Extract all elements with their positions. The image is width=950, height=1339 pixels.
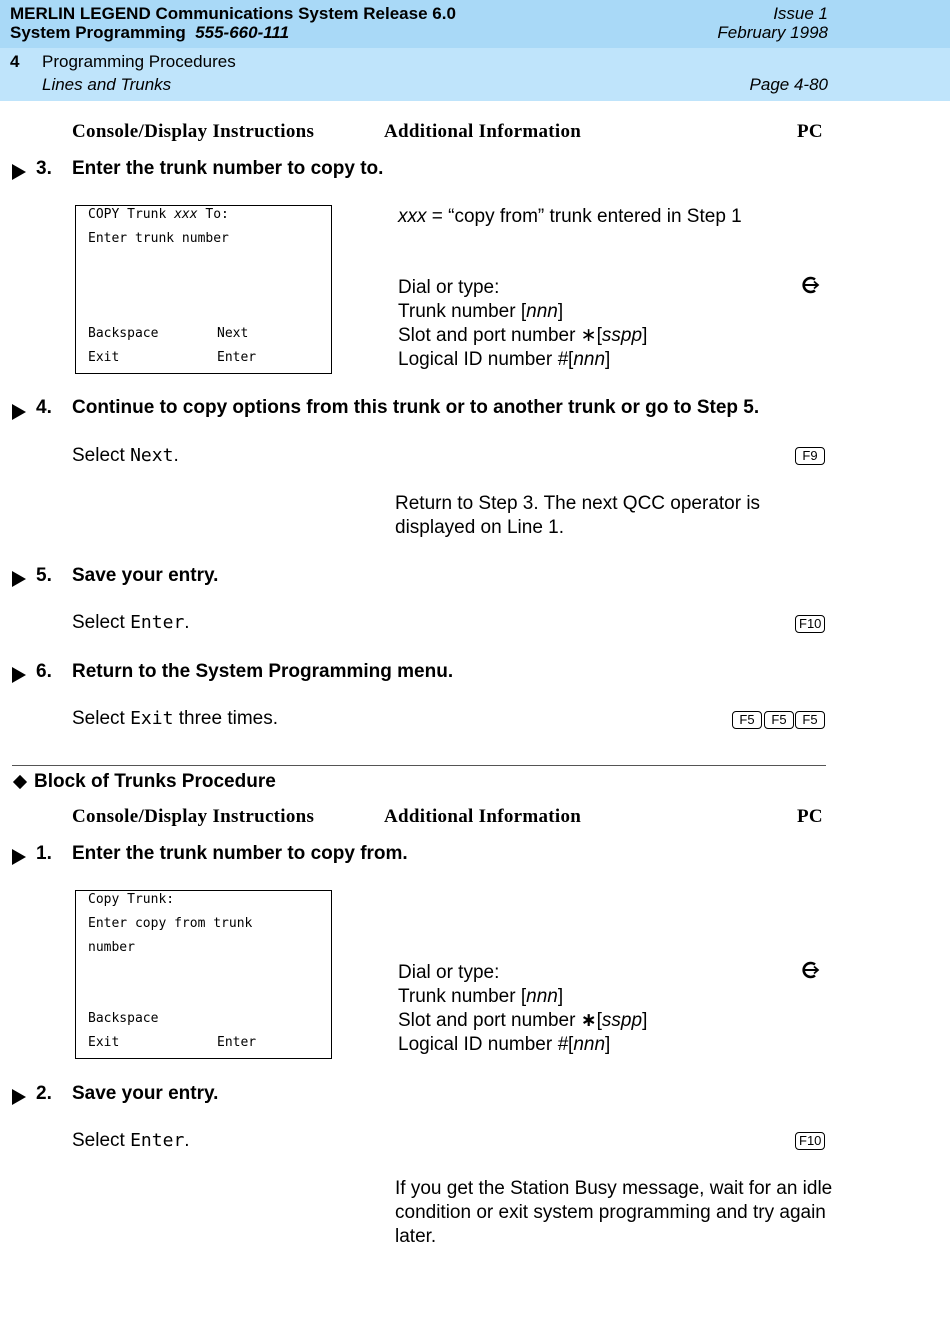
dial2-text: Slot and port number <box>398 325 581 346</box>
block-step2-select-b: . <box>184 1130 190 1151</box>
key-f5-icon: F5 <box>764 711 794 729</box>
screen-line2: Enter trunk number <box>88 231 229 246</box>
col-pc: PC <box>797 121 823 142</box>
doc-subtitle <box>10 23 289 43</box>
step6-text: Return to the System Programming menu. <box>72 661 454 682</box>
step3-info-text: = “copy from” trunk entered in Step 1 <box>426 206 742 227</box>
step3-dial-title: Dial or type: <box>398 277 500 298</box>
col-additional-info: Additional Information <box>384 806 582 827</box>
key-f10-icon: F10 <box>795 1132 825 1150</box>
chapter-number: 4 <box>10 52 20 71</box>
block-dial-slot <box>398 1009 647 1033</box>
block-step1-text: Enter the trunk number to copy from. <box>72 843 408 864</box>
screen-line1-text-a: COPY Trunk <box>88 207 175 222</box>
screen-exit: Exit <box>88 350 120 365</box>
dial3-text: Logical ID number <box>398 1034 558 1055</box>
step-arrow-icon <box>12 667 26 683</box>
step6-number: 6. <box>36 661 52 682</box>
step3-text: Enter the trunk number to copy to. <box>72 158 384 179</box>
step3-info-var: xxx <box>398 206 427 227</box>
step4-text: Continue to copy options from this trunk or to another trunk or go to Step 5. <box>72 397 760 418</box>
screen-line1 <box>88 207 229 222</box>
dial1-var: nnn <box>526 301 558 322</box>
step4-select-next: Next <box>130 445 174 466</box>
screen-line2: Enter copy from trunk <box>88 916 253 931</box>
block-dial-trunk <box>398 985 563 1009</box>
screen-line3: number <box>88 940 135 955</box>
col-additional-info: Additional Information <box>384 121 582 142</box>
block-procedure-title: Block of Trunks Procedure <box>34 771 276 792</box>
col-console-display: Console/Display Instructions <box>72 806 315 827</box>
key-f10-icon: F10 <box>795 615 825 633</box>
dial3-sym: # <box>557 1034 569 1055</box>
dial1-text: Trunk number [ <box>398 986 527 1007</box>
dial2-var: sspp <box>601 1010 643 1031</box>
dial3-open: [ <box>568 1034 574 1055</box>
step6-select-a: Select <box>72 708 131 729</box>
block-step2-text: Save your entry. <box>72 1083 219 1104</box>
step5-number: 5. <box>36 565 52 586</box>
screen-backspace: Backspace <box>88 326 159 341</box>
screen-enter: Enter <box>217 1035 257 1050</box>
key-f5-icon: F5 <box>795 711 825 729</box>
diamond-bullet-icon <box>13 775 27 789</box>
doc-title: MERLIN LEGEND Communications System Release 6.0 <box>10 4 456 23</box>
col-console-display: Console/Display Instructions <box>72 121 315 142</box>
dial2-open: [ <box>596 1010 602 1031</box>
col-pc: PC <box>797 806 823 827</box>
dial2-sym: ∗ <box>580 325 597 346</box>
step-arrow-icon <box>12 404 26 420</box>
step4-select-a: Select <box>72 445 131 466</box>
block-step2-number: 2. <box>36 1083 52 1104</box>
step5-select <box>72 611 190 635</box>
step3-number: 3. <box>36 158 52 179</box>
step-arrow-icon <box>12 849 26 865</box>
step4-select-b: . <box>173 445 179 466</box>
dial-pad-icon <box>798 960 820 980</box>
page-number: Page 4-80 <box>749 75 828 94</box>
block-dial-title: Dial or type: <box>398 962 500 983</box>
step-arrow-icon <box>12 164 26 180</box>
step-arrow-icon <box>12 571 26 587</box>
issue-date: February 1998 <box>717 23 828 42</box>
dial2-close: ] <box>642 1010 648 1031</box>
step3-dial-slot <box>398 324 647 348</box>
dial2-sym: ∗ <box>580 1010 597 1031</box>
display-screen-block-step1 <box>75 890 332 1059</box>
dial1-close: ] <box>557 301 564 322</box>
issue: Issue 1 <box>773 4 828 23</box>
dial2-var: sspp <box>601 325 643 346</box>
dial2-text: Slot and port number <box>398 1010 581 1031</box>
dial1-text: Trunk number [ <box>398 301 527 322</box>
block-step2-select <box>72 1129 190 1153</box>
step3-dial-trunk <box>398 300 563 324</box>
dial1-close: ] <box>557 986 564 1007</box>
step6-select-exit: Exit <box>130 708 174 729</box>
dial2-close: ] <box>642 325 648 346</box>
key-f5-icon: F5 <box>732 711 762 729</box>
screen-line1-var: xxx <box>174 207 198 222</box>
block-dial-logical <box>398 1033 610 1057</box>
key-f9-icon: F9 <box>795 447 825 465</box>
step5-select-enter: Enter <box>130 612 185 633</box>
subtitle-code: 555-660-111 <box>195 23 290 42</box>
dial3-close: ] <box>605 349 611 370</box>
section-title: Lines and Trunks <box>42 75 172 94</box>
step3-dial-logical <box>398 348 610 372</box>
dial2-open: [ <box>596 325 602 346</box>
block-step2-select-enter: Enter <box>130 1130 185 1151</box>
screen-exit: Exit <box>88 1035 120 1050</box>
step3-info <box>398 205 742 229</box>
dial3-close: ] <box>605 1034 611 1055</box>
dial-pad-icon <box>798 275 820 295</box>
dial1-var: nnn <box>526 986 558 1007</box>
chapter-title: Programming Procedures <box>42 52 236 71</box>
section-divider <box>12 765 826 766</box>
screen-line1: Copy Trunk: <box>88 892 175 907</box>
dial3-open: [ <box>568 349 574 370</box>
screen-enter: Enter <box>217 350 257 365</box>
screen-line1-text-b: To: <box>197 207 229 222</box>
block-step2-select-a: Select <box>72 1130 131 1151</box>
step5-text: Save your entry. <box>72 565 219 586</box>
step4-select <box>72 444 179 468</box>
dial3-sym: # <box>557 349 569 370</box>
display-screen-step3 <box>75 205 332 374</box>
step6-select-b: three times. <box>173 708 278 729</box>
step4-note: Return to Step 3. The next QCC operator is displayed on Line 1. <box>395 493 761 538</box>
block-step2-note: If you get the Station Busy message, wait for an idle condition or exit system programming and try again later. <box>395 1178 833 1247</box>
dial3-var: nnn <box>573 349 606 370</box>
screen-next: Next <box>217 326 249 341</box>
subtitle-label: System Programming <box>10 23 186 42</box>
step4-number: 4. <box>36 397 52 418</box>
block-step1-number: 1. <box>36 843 52 864</box>
screen-backspace: Backspace <box>88 1011 159 1026</box>
dial3-text: Logical ID number <box>398 349 558 370</box>
step5-select-b: . <box>184 612 190 633</box>
step6-select <box>72 707 278 731</box>
step-arrow-icon <box>12 1089 26 1105</box>
dial3-var: nnn <box>573 1034 606 1055</box>
step5-select-a: Select <box>72 612 131 633</box>
